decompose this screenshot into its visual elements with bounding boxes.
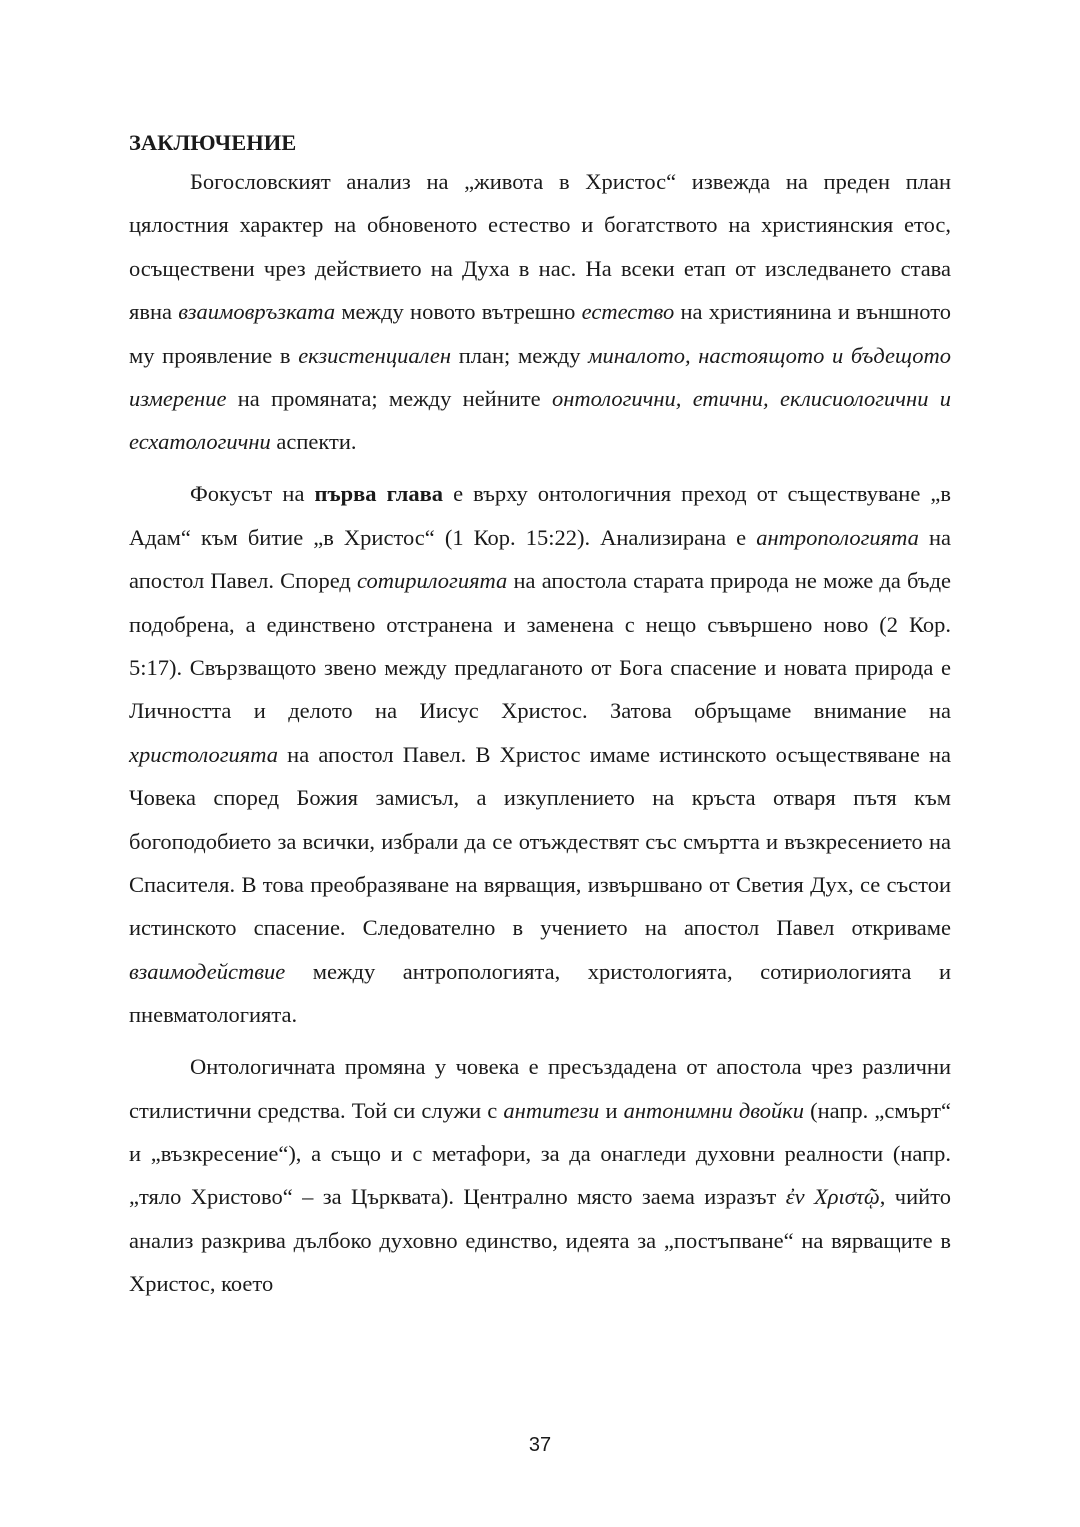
paragraph-text: и: [599, 1097, 624, 1123]
paragraph-text: на апостола старата природа не може да бъде подобрена, а единствено отстранена и заменена с нещо съвършено ново (2 Кор. 5:17). Свързващото звено между предлаганото от Бога спасение и новата природа е Личността и делото на Иисус Христос. Затова обръщаме внимание на: [129, 568, 951, 724]
paragraph-text: план; между: [451, 342, 589, 368]
emphasized-term: естество: [581, 299, 675, 325]
document-body: [129, 128, 951, 1306]
paragraph-text: Богословският анализ на „живота в Христос“ извежда на преден план цялостния характер на обновеното естество и богатството на християнския етос, осъществени чрез действието на Духа в нас. На всеки етап от изследването става явна: [129, 169, 951, 325]
emphasized-term: миналото, настоящото и бъдещото измерение: [129, 342, 951, 412]
bold-term: първа глава: [314, 481, 443, 507]
paragraph: [129, 1045, 951, 1305]
paragraph-text: , чийто анализ разкрива дълбоко духовно единство, идеята за „постъпване“ на вярващите в Христос, което: [129, 1184, 951, 1297]
emphasized-term: екзистенциален: [298, 342, 452, 368]
emphasized-term: взаимодействие: [129, 958, 286, 984]
paragraph-text: Онтологичната промяна у човека е пресъздадена от апостола чрез различни стилистични средства. Той си служи с: [129, 1054, 951, 1123]
emphasized-term: антонимни двойки: [623, 1097, 804, 1123]
paragraph-text: е върху онтологичния преход от съществуване „в Адам“ към битие „в Христос“ (1 Кор. 15:22). Анализирана е: [129, 481, 951, 550]
paragraph-text: (напр. „смърт“ и „възкресение“), а също и с метафори, за да онагледи духовни реалности (напр. „тяло Христово“ – за Църквата). Централно място заема изразът: [129, 1097, 952, 1210]
emphasized-term: онтологични, етични, еклисиологични и есхатологични: [129, 386, 951, 455]
page-number: 37: [528, 1434, 552, 1456]
paragraph-text: на апостол Павел. Според: [129, 524, 951, 594]
paragraph-text: на промяната; между нейните: [226, 386, 552, 412]
paragraph-text: Фокусът на: [190, 481, 315, 507]
paragraphs-container: [129, 160, 951, 1306]
emphasized-term: взаимовръзката: [178, 299, 336, 325]
emphasized-term: сотирилогията: [357, 568, 508, 594]
paragraph-text: аспекти.: [270, 429, 357, 455]
paragraph: [129, 160, 951, 464]
section-heading: ЗАКЛЮЧЕНИЕ: [129, 130, 297, 155]
emphasized-term: ἐν Χριστῷ: [785, 1184, 880, 1210]
paragraph-text: на християнина и външното му проявление в: [129, 299, 951, 368]
emphasized-term: христологията: [129, 741, 279, 767]
emphasized-term: антитези: [503, 1097, 600, 1123]
paragraph: [129, 472, 951, 1036]
emphasized-term: антропологията: [756, 524, 919, 550]
paragraph-text: между новото вътрешно: [335, 299, 582, 325]
paragraph-text: между антропологията, христологията, сотириологията и пневматологията.: [129, 958, 951, 1028]
paragraph-text: на апостол Павел. В Христос имаме истинското осъществяване на Човека според Божия замисъл, а изкуплението на кръста отваря пътя към богоподобието за всички, избрали да се отъждествят със смъртта и възкресението на Спасителя. В това преобразяване на вярващия, извършвано от Светия Дух, се състои истинското спасение. Следователно в учението на апостол Павел откриваме: [129, 741, 951, 941]
